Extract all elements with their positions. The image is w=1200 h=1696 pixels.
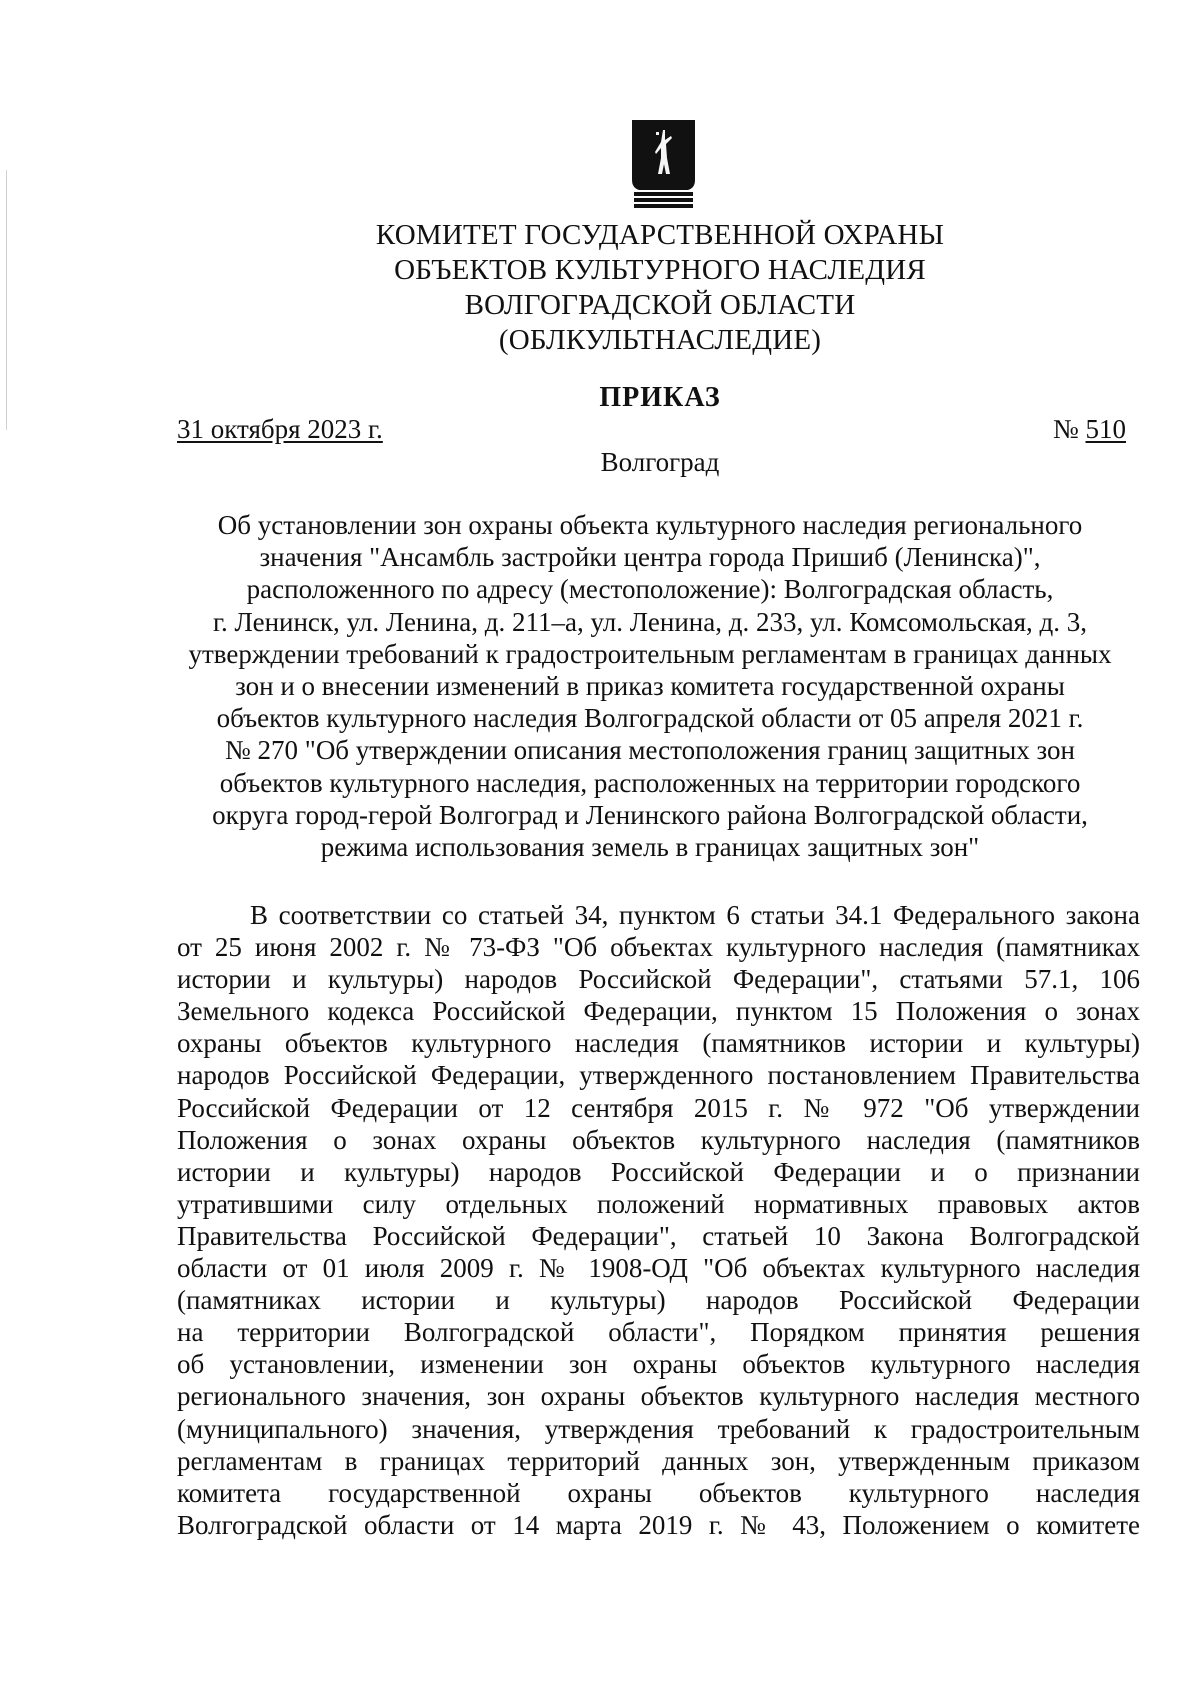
document-body [177,899,1140,1541]
body-line: В соответствии со статьей 34, пунктом 6 статьи 34.1 Федерального закона [250,900,1140,930]
subject-line: объектов культурного наследия, расположенных на территории городского [219,767,1081,798]
subject-line: зон и о внесении изменений в приказ комитета государственной охраны [235,671,1065,702]
subject-line: объектов культурного наследия Волгоградской области от 05 апреля 2021 г. [216,703,1084,734]
body-line: комитета государственной охраны объектов культурного наследия [177,1477,1140,1508]
body-line: охраны объектов культурного наследия (памятников истории и культуры) [177,1028,1140,1059]
document-city: Волгоград [600,447,720,477]
body-line: (муниципального) значения, утверждения требований к градостроительным [177,1413,1140,1444]
document-number [1053,414,1126,445]
subject-line: г. Ленинск, ул. Ленина, д. 211–а, ул. Ленина, д. 233, ул. Комсомольская, д. 3, [212,606,1088,637]
number-value: 510 [1085,414,1126,444]
body-line: истории и культуры) народов Российской Федерации и о признании [177,1156,1140,1187]
body-line: народов Российской Федерации, утвержденного постановлением Правительства [177,1060,1140,1091]
number-prefix: № [1052,414,1086,444]
org-line: КОМИТЕТ ГОСУДАРСТВЕННОЙ ОХРАНЫ [375,219,945,251]
body-line: на территории Волгоградской области", Порядком принятия решения [177,1317,1140,1348]
subject-line: значения "Ансамбль застройки центра города Пришиб (Ленинска)", [259,542,1041,573]
body-line: (памятниках истории и культуры) народов Российской Федерации [177,1285,1140,1316]
body-line: Российской Федерации от 12 сентября 2015 г. № 972 "Об утверждении [177,1092,1140,1123]
body-line: утратившими силу отдельных положений нормативных правовых актов [177,1188,1140,1219]
subject-line: № 270 "Об утверждении описания местоположения границ защитных зон [225,735,1075,766]
document-date: 31 октября 2023 г. [177,414,383,444]
body-line: регионального значения, зон охраны объектов культурного наследия местного [177,1381,1140,1412]
document-subject [150,509,1150,863]
body-line: от 25 июня 2002 г. № 73-ФЗ "Об объектах культурного наследия (памятниках [177,932,1140,963]
body-line: Правительства Российской Федерации", статьей 10 Закона Волгоградской [177,1220,1140,1251]
body-line: об установлении, изменении зон охраны объектов культурного наследия [177,1349,1140,1380]
document-type: ПРИКАЗ [599,382,721,413]
body-line: Положения о зонах охраны объектов культурного наследия (памятников [177,1124,1140,1155]
subject-line: Об установлении зон охраны объекта культурного наследия регионального [217,510,1083,540]
subject-line: округа город-герой Волгоград и Ленинского района Волгоградской области, [212,799,1088,830]
org-line: ВОЛГОГРАДСКОЙ ОБЛАСТИ [464,289,856,321]
scan-edge-mark [6,170,7,430]
body-line: области от 01 июля 2009 г. № 1908-ОД "Об объектах культурного наследия [177,1253,1140,1284]
body-line: регламентам в границах территорий данных зон, утвержденным приказом [177,1445,1140,1476]
body-line: Земельного кодекса Российской Федерации, пунктом 15 Положения о зонах [177,996,1140,1027]
subject-line: утверждении требований к градостроительным регламентам в границах данных [188,638,1112,669]
organization-name [250,218,1070,358]
org-line: (ОБЛКУЛЬТНАСЛЕДИЕ) [498,324,822,356]
subject-line: режима использования земель в границах защитных зон" [320,832,980,863]
volgograd-coat-of-arms-icon [630,118,697,210]
body-line: истории и культуры) народов Российской Федерации", статьями 57.1, 106 [177,964,1140,995]
org-line: ОБЪЕКТОВ КУЛЬТУРНОГО НАСЛЕДИЯ [394,254,926,286]
subject-line: расположенного по адресу (местоположение): Волгоградская область, [246,574,1054,605]
body-line: Волгоградской области от 14 марта 2019 г. № 43, Положением о комитете [177,1509,1140,1540]
